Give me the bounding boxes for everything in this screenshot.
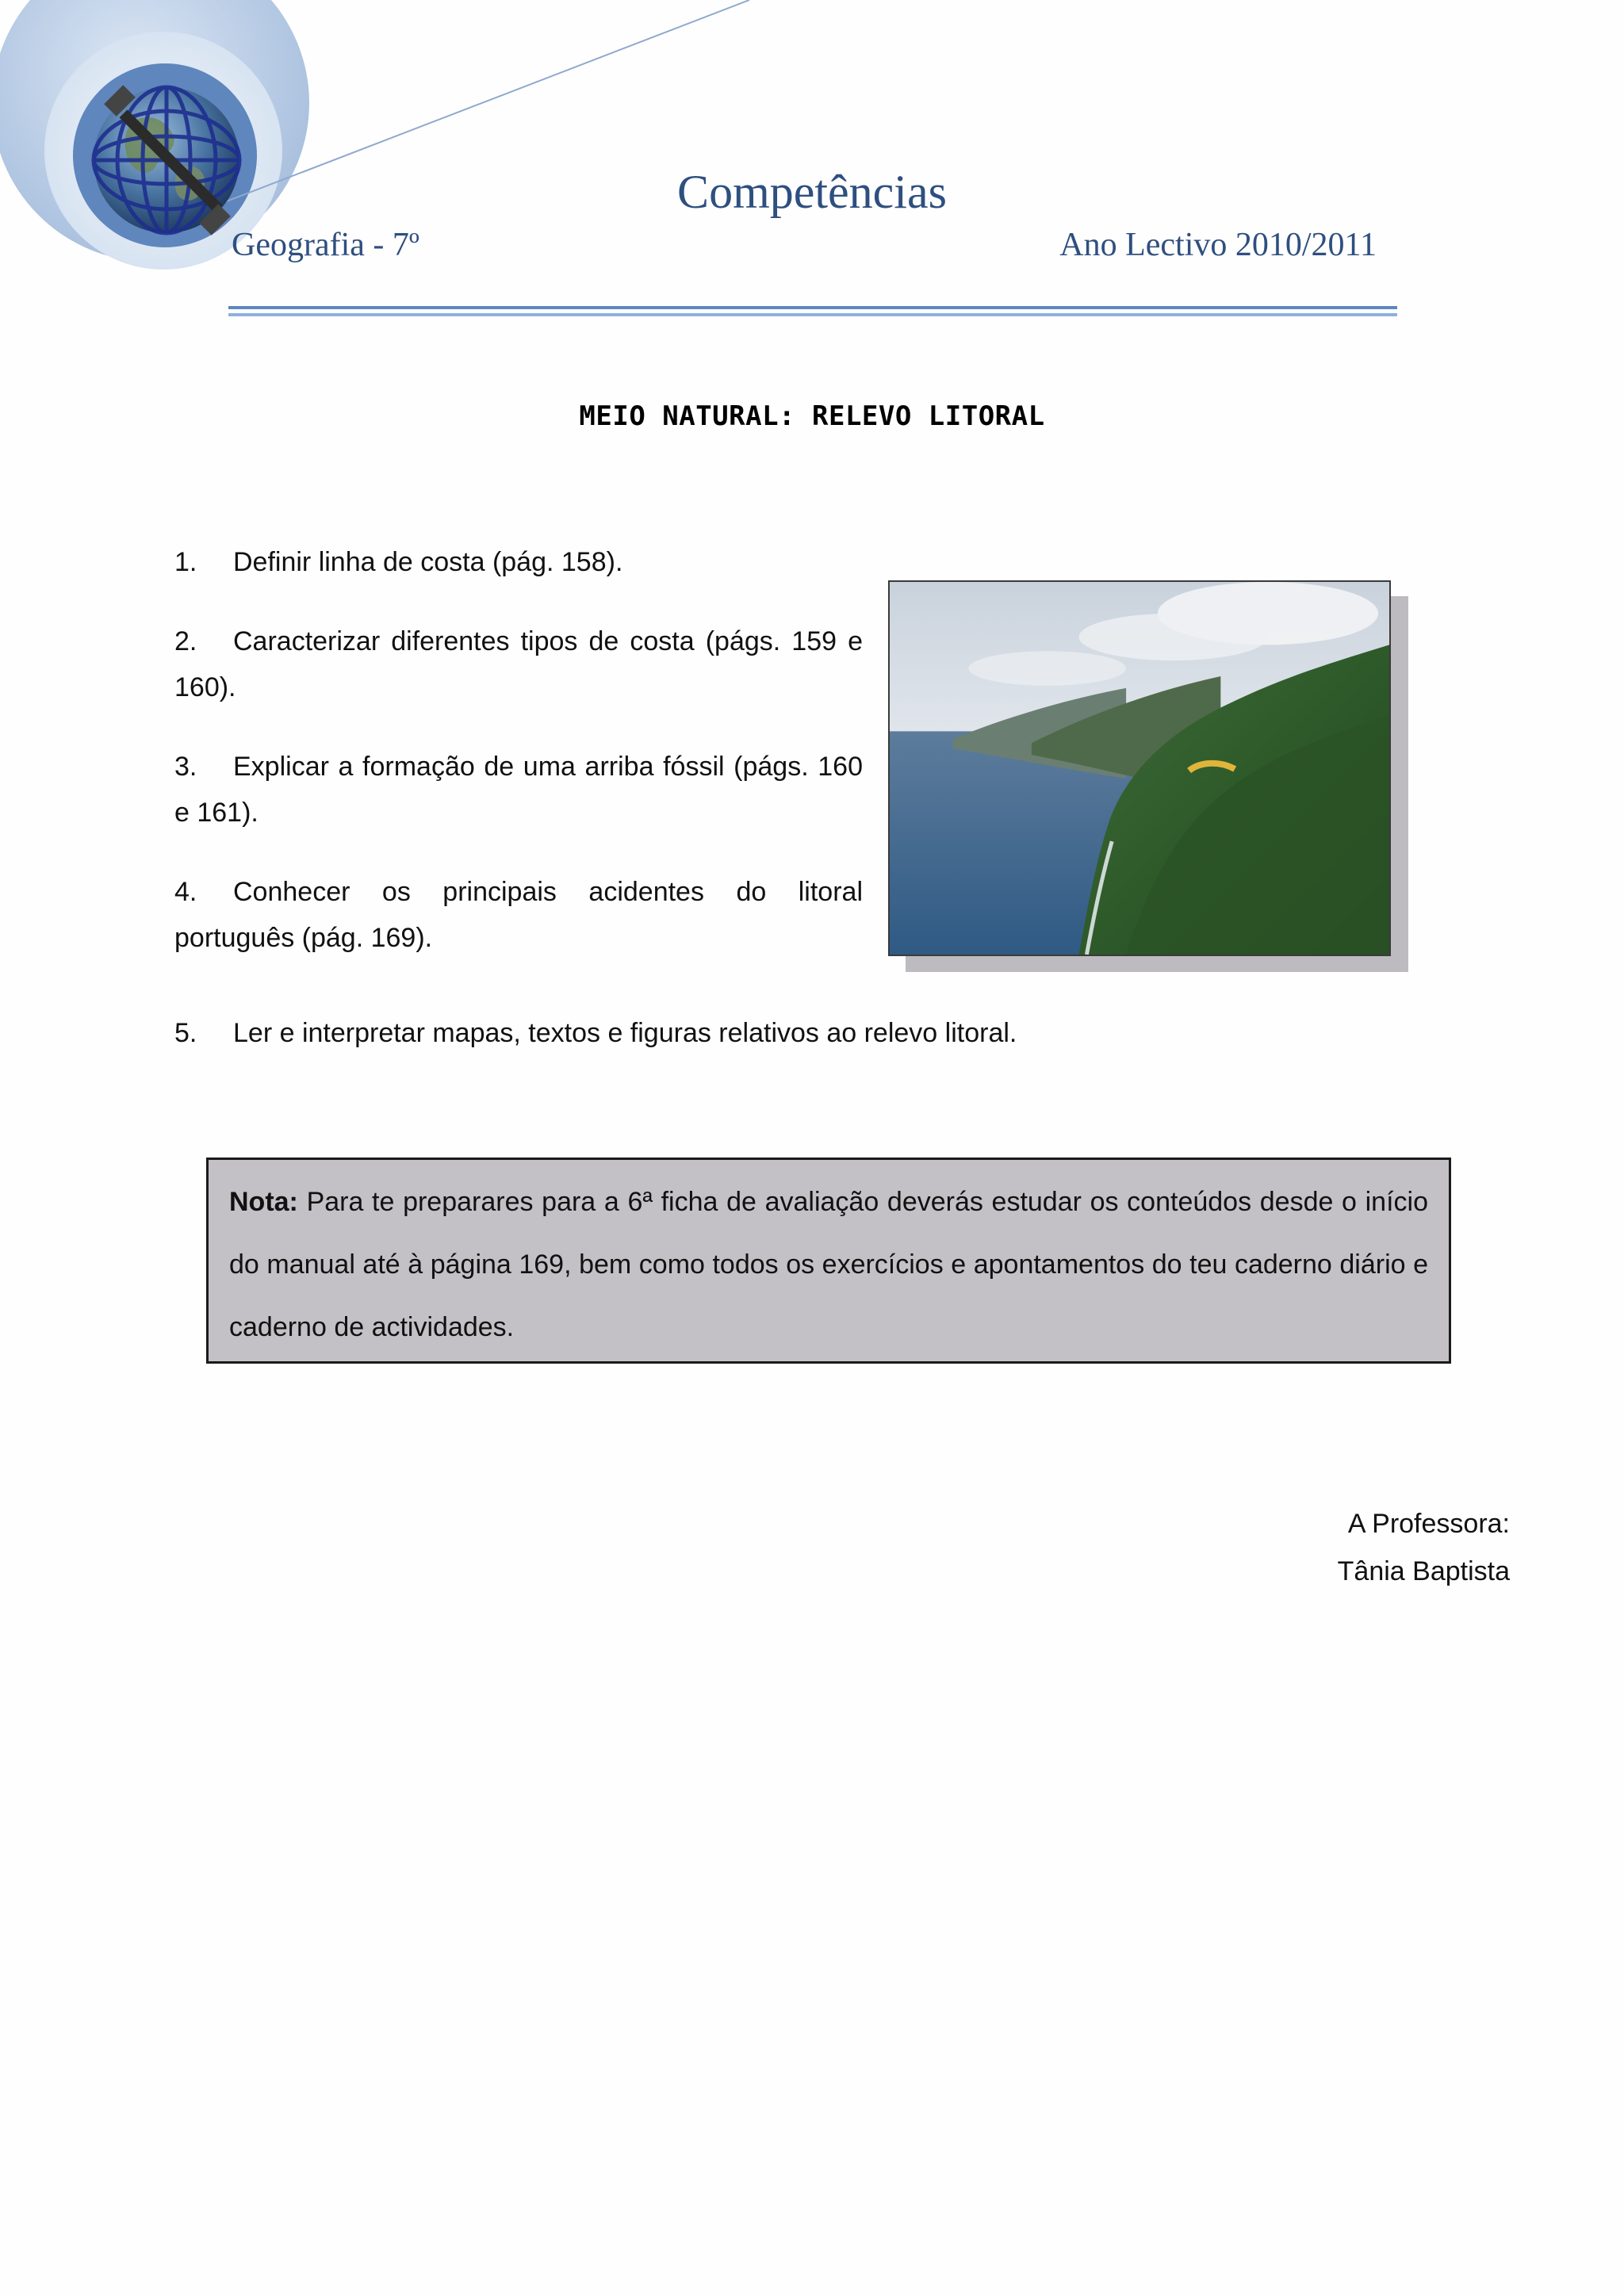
objective-text: Explicar a formação de uma arriba fóssil (págs. 160 e 161). <box>174 752 863 828</box>
objective-item <box>174 539 888 585</box>
objective-text: Definir linha de costa (pág. 158). <box>233 547 623 577</box>
note-label: Nota: <box>229 1187 298 1217</box>
header-divider <box>228 306 1397 317</box>
signature-block <box>1338 1500 1510 1595</box>
globe-icon <box>79 73 254 247</box>
coastal-cliff-photo <box>888 580 1391 956</box>
school-year-label: Ano Lectivo 2010/2011 <box>1059 227 1377 263</box>
objective-text: Conhecer os principais acidentes do litoral português (pág. 169). <box>174 877 863 953</box>
objective-number: 2. <box>174 626 197 656</box>
objective-text: Ler e interpretar mapas, textos e figuras relativos ao relevo litoral. <box>233 1018 1017 1048</box>
objective-text: Caracterizar diferentes tipos de costa (págs. 159 e 160). <box>174 626 863 702</box>
objective-item <box>174 1010 1364 1056</box>
objective-number: 4. <box>174 877 197 907</box>
objective-number: 3. <box>174 752 197 782</box>
signature-name: Tânia Baptista <box>1337 1556 1510 1586</box>
objective-item <box>174 618 863 710</box>
objective-number: 1. <box>174 547 197 577</box>
note-box <box>206 1158 1451 1364</box>
objective-item <box>174 744 863 836</box>
subject-label: Geografia - 7º <box>232 227 419 263</box>
objective-item <box>174 869 863 961</box>
objective-number: 5. <box>174 1018 197 1048</box>
note-text: Para te preparares para a 6ª ficha de avaliação deverás estudar os conteúdos desde o início do manual até à página 169, bem como todos os exercícios e apontamentos do teu caderno diário e caderno de actividades. <box>229 1187 1428 1342</box>
page-title: Competências <box>677 166 947 218</box>
signature-role: A Professora: <box>1347 1509 1510 1539</box>
section-title: MEIO NATURAL: RELEVO LITORAL <box>579 400 1045 432</box>
